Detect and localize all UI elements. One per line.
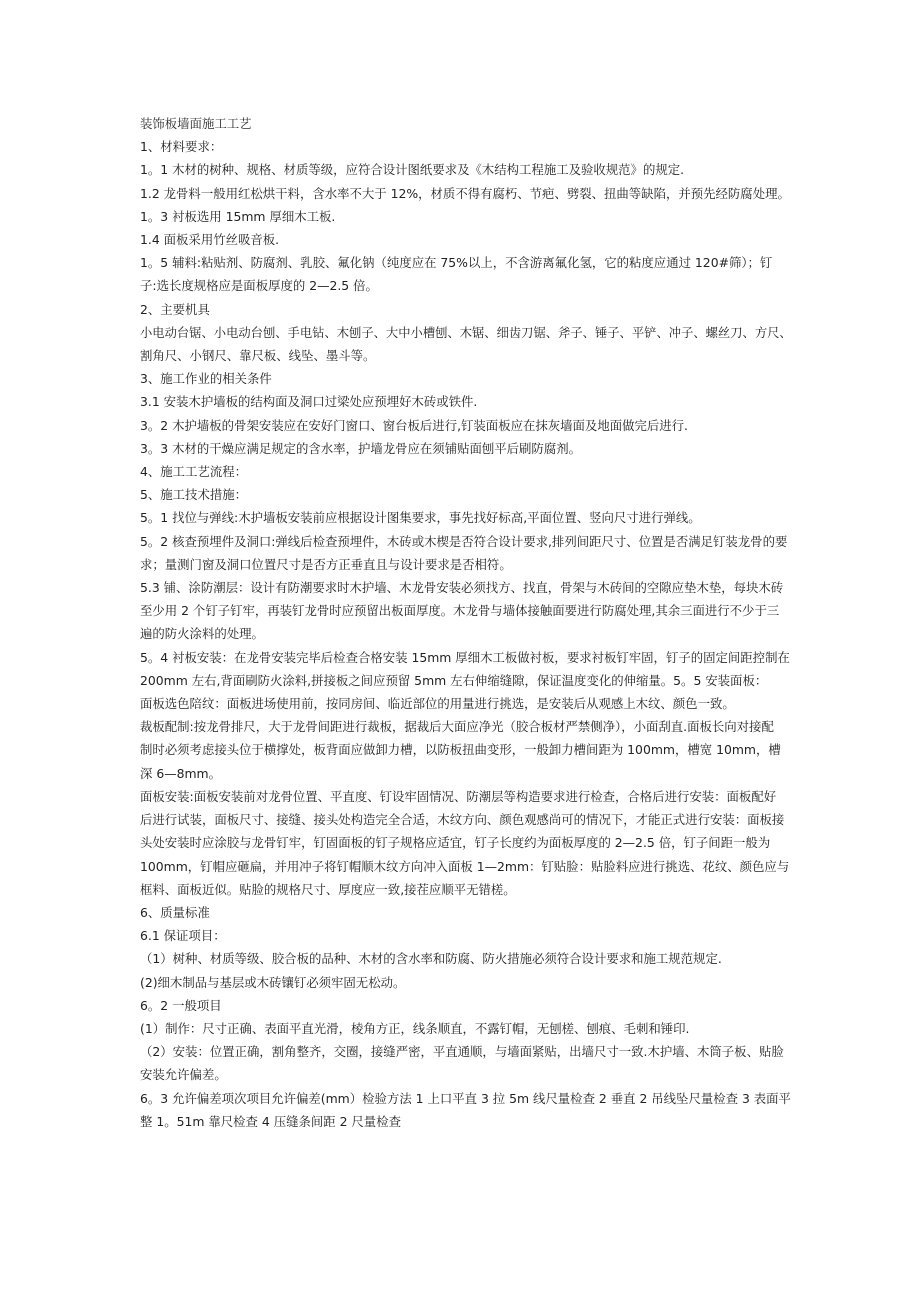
body-line: 5。2 核查预埋件及洞口:弹线后检查预埋件，木砖或木楔是否符合设计要求,排列间距尺寸、位置是否满足钉装龙骨的要 [140, 533, 788, 549]
body-line: 6。2 一般项目 [140, 997, 222, 1013]
body-line: (1）制作：尺寸正确、表面平直光滑，棱角方正，线条顺直，不露钉帽，无刨槎、刨痕、毛刺和锤印. [140, 1020, 690, 1036]
body-line: (2)细木制品与基层或木砖镶钉必须牢固无松动。 [140, 974, 406, 990]
body-line: 裁板配制:按龙骨排尺，大于龙骨间距进行裁板，据裁后大面应净光（胶合板材严禁侧净），小面刮直.面板长向对接配 [140, 719, 774, 735]
body-line: 2、主要机具 [140, 301, 210, 317]
body-line: 至少用 2 个钉子钉牢，再装钉龙骨时应预留出板面厚度。木龙骨与墙体接触面要进行防腐处理,其余三面进行不少于三 [140, 603, 780, 619]
body-line: 1.4 面板采用竹丝吸音板. [140, 232, 280, 248]
body-line: 1。1 木材的树种、规格、材质等级，应符合设计图纸要求及《木结构工程施工及验收规范》的规定. [140, 162, 685, 178]
body-line: 1。3 衬板选用 15mm 厚细木工板. [140, 208, 336, 224]
body-line: 面板安装:面板安装前对龙骨位置、平直度、钉设牢固情况、防潮层等构造要求进行检查，合格后进行安装：面板配好 [140, 788, 777, 804]
body-line: 安装允许偏差。 [140, 1067, 227, 1083]
body-line: 遍的防火涂料的处理。 [140, 626, 264, 642]
body-line: 3、施工作业的相关条件 [140, 371, 272, 387]
body-line: 深 6—8mm。 [140, 765, 222, 781]
body-line: 6、质量标准 [140, 904, 210, 920]
body-line: （1）树种、材质等级、胶合板的品种、木材的含水率和防腐、防火措施必须符合设计要求和施工规范规定. [140, 951, 722, 967]
body-line: 3。3 木材的干燥应满足规定的含水率，护墙龙骨应在须铺贴面刨平后刷防腐剂。 [140, 440, 581, 456]
body-line: 小电动台锯、小电动台刨、手电钻、木刨子、大中小槽刨、木锯、细齿刀锯、斧子、锤子、平铲、冲子、螺丝刀、方尺、 [140, 324, 792, 340]
body-line: 100mm，钉帽应砸扁，并用冲子将钉帽顺木纹方向冲入面板 1—2mm：钉贴脸：贴脸料应进行挑选、花纹、颜色应与 [140, 858, 790, 874]
body-line: 1。5 辅料:粘贴剂、防腐剂、乳胶、氟化钠（纯度应在 75%以上，不含游离氟化氢，它的粘度应通过 120#筛）；钉 [140, 255, 773, 271]
body-line: 5。4 衬板安装：在龙骨安装完毕后检查合格安装 15mm 厚细木工板做衬板，要求衬板钉牢固，钉子的固定间距控制在 [140, 649, 790, 665]
body-line: 子:选长度规格应是面板厚度的 2—2.5 倍。 [140, 278, 378, 294]
body-line: 200mm 左右,背面刷防火涂料,拼接板之间应预留 5mm 左右伸缩缝隙，保证温度变化的伸缩量。5。5 安装面板： [140, 672, 768, 688]
body-line: 整 1。51m 靠尺检查 4 压缝条间距 2 尺量检查 [140, 1113, 401, 1129]
body-line: 5、施工技术措施： [140, 487, 248, 503]
body-line: 1、材料要求： [140, 139, 223, 155]
body-line: 4、施工工艺流程： [140, 464, 248, 480]
body-line: 5.3 铺、涂防潮层：设计有防潮要求时木护墙、木龙骨安装必须找方、找直，骨架与木砖间的空隙应垫木垫，每块木砖 [140, 580, 784, 596]
body-line: 面板选色陪纹：面板进场使用前，按同房间、临近部位的用量进行挑选，是安装后从观感上木纹、颜色一致。 [140, 696, 735, 712]
body-line: 头处安装时应涂胶与龙骨钉牢，钉固面板的钉子规格应适宜，钉子长度约为面板厚度的 2—2.5 倍，钉子间距一般为 [140, 835, 771, 851]
body-line: 割角尺、小钢尺、靠尺板、线坠、墨斗等。 [140, 348, 376, 364]
document-page [140, 112, 792, 1133]
body-line: 1.2 龙骨料一般用红松烘干料，含水率不大于 12%，材质不得有腐朽、节疤、劈裂、扭曲等缺陷，并预先经防腐处理。 [140, 185, 790, 201]
body-line: 6.1 保证项目： [140, 928, 226, 944]
body-line: 3.1 安装木护墙板的结构面及洞口过梁处应预埋好木砖或铁件. [140, 394, 478, 410]
body-line: 制时必须考虑接头位于横撑处，板背面应做卸力槽，以防板扭曲变形，一般卸力槽间距为 100mm，槽宽 10mm，槽 [140, 742, 781, 758]
document-title: 装饰板墙面施工工艺 [140, 116, 252, 131]
body-line: 3。2 木护墙板的骨架安装应在安好门窗口、窗台板后进行,钉装面板应在抹灰墙面及地面做完后进行. [140, 417, 688, 433]
body-line: 后进行试装，面板尺寸、接缝、接头处构造完全合适，木纹方向、颜色观感尚可的情况下，才能正式进行安装：面板接 [140, 812, 785, 828]
body-line: 求；量测门窗及洞口位置尺寸是否方正垂直且与设计要求是否相符。 [140, 556, 512, 572]
body-line: （2）安装：位置正确，割角整齐，交圈，接缝严密，平直通顺，与墙面紧贴，出墙尺寸一致.木护墙、木筒子板、贴脸 [140, 1044, 784, 1060]
body-line: 6。3 允许偏差项次项目允许偏差(mm）检验方法 1 上口平直 3 拉 5m 线尺量检查 2 垂直 2 吊线坠尺量检查 3 表面平 [140, 1090, 791, 1106]
body-line: 5。1 找位与弹线:木护墙板安装前应根据设计图集要求，事先找好标高,平面位置、竖向尺寸进行弹线。 [140, 510, 701, 526]
body-line: 框料、面板近似。贴脸的规格尺寸、厚度应一致,接茬应顺平无错槎。 [140, 881, 516, 897]
document-body [140, 135, 792, 1133]
